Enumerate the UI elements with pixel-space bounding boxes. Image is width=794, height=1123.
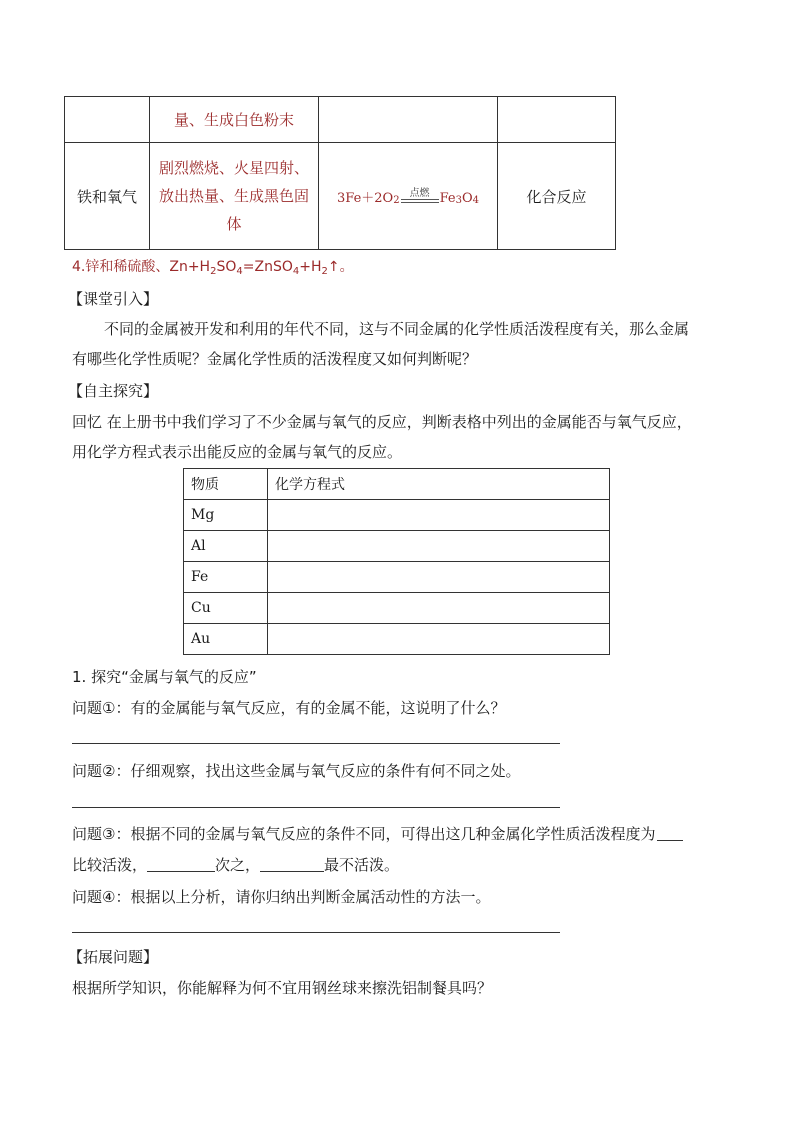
- phenomenon-line: 放出热量、生成黑色固: [158, 187, 309, 205]
- reaction-condition-arrow: [401, 188, 439, 206]
- table-header-row: [184, 469, 610, 500]
- reaction-type-cell: 化合反应: [498, 143, 616, 250]
- equation-answer-cell[interactable]: [268, 531, 610, 562]
- reactants-cell: 铁和氧气: [65, 143, 150, 250]
- recall-line: 用化学方程式表示出能反应的金属与氧气的反应。: [72, 443, 403, 461]
- metal-cell: Cu: [184, 593, 268, 624]
- intro-paragraph-line: 不同的金属被开发和利用的年代不同，这与不同金属的化学性质活泼程度有关，那么金属: [104, 320, 690, 338]
- question-1: 问题①：有的金属能与氧气反应，有的金属不能，这说明了什么？: [72, 699, 506, 717]
- equation-answer-cell[interactable]: [268, 562, 610, 593]
- chemical-equation: 3Fe＋2O 2 点燃 Fe 3 O 4: [337, 187, 479, 206]
- answer-line-4[interactable]: [72, 932, 560, 933]
- reaction-condition: 点燃: [409, 187, 430, 199]
- answer-line-2[interactable]: [72, 807, 560, 808]
- table-cell: [319, 97, 498, 143]
- table-cell: [498, 97, 616, 143]
- section-heading: 【拓展问题】: [68, 948, 159, 966]
- answer-line-1[interactable]: [72, 743, 560, 744]
- question-4: 问题④：根据以上分析，请你归纳出判断金属活动性的方法一。: [72, 888, 491, 906]
- section-heading: 【课堂引入】: [68, 290, 159, 308]
- answer-blank[interactable]: [260, 857, 324, 872]
- metal-cell: Al: [184, 531, 268, 562]
- phenomenon-line: 体: [226, 215, 242, 233]
- metal-equation-table: [183, 468, 610, 655]
- equation-answer-cell[interactable]: [268, 624, 610, 655]
- equation-cell: [319, 143, 498, 250]
- question-3-line-2: 比较活泼， 次之， 最不活泼。: [72, 856, 400, 874]
- table-row: [65, 143, 616, 250]
- table-row: [184, 500, 610, 531]
- answer-blank[interactable]: [657, 826, 683, 841]
- section-heading: 【自主探究】: [68, 382, 159, 400]
- column-header: 物质: [184, 469, 268, 500]
- table-row: [184, 624, 610, 655]
- metal-cell: Mg: [184, 500, 268, 531]
- intro-paragraph-line: 有哪些化学性质呢？金属化学性质的活泼程度又如何判断呢？: [72, 350, 478, 368]
- table-cell: [65, 97, 150, 143]
- inquiry-title: 1. 探究“金属与氧气的反应”: [72, 668, 257, 686]
- extension-question: 根据所学知识，你能解释为何不宜用钢丝球来擦洗铝制餐具吗？: [72, 979, 493, 997]
- table-row: [184, 531, 610, 562]
- question-3-line-1: 问题③：根据不同的金属与氧气反应的条件不同，可得出这几种金属化学性质活泼程度为: [72, 823, 683, 844]
- phenomenon-line: 剧烈燃烧、火星四射、: [158, 159, 309, 177]
- metal-cell: Au: [184, 624, 268, 655]
- phenomenon-cell: [150, 143, 319, 250]
- equation-answer-cell[interactable]: [268, 593, 610, 624]
- answer-blank[interactable]: [147, 857, 215, 872]
- question-2: 问题②：仔细观察，找出这些金属与氧气反应的条件有何不同之处。: [72, 762, 521, 780]
- item-4-equation: 4.锌和稀硫酸、$Zn+H_2SO_4=ZnSO_4+H_2↑$。: [72, 259, 354, 277]
- reaction-table: [64, 96, 616, 250]
- table-row: [184, 593, 610, 624]
- phenomenon-cell: 量、生成白色粉末: [150, 97, 319, 143]
- table-row: [184, 562, 610, 593]
- metal-cell: Fe: [184, 562, 268, 593]
- recall-line: 回忆 在上册书中我们学习了不少金属与氧气的反应，判断表格中列出的金属能否与氧气反应，: [72, 413, 692, 431]
- table-row: [65, 97, 616, 143]
- equation-answer-cell[interactable]: [268, 500, 610, 531]
- column-header: 化学方程式: [268, 469, 610, 500]
